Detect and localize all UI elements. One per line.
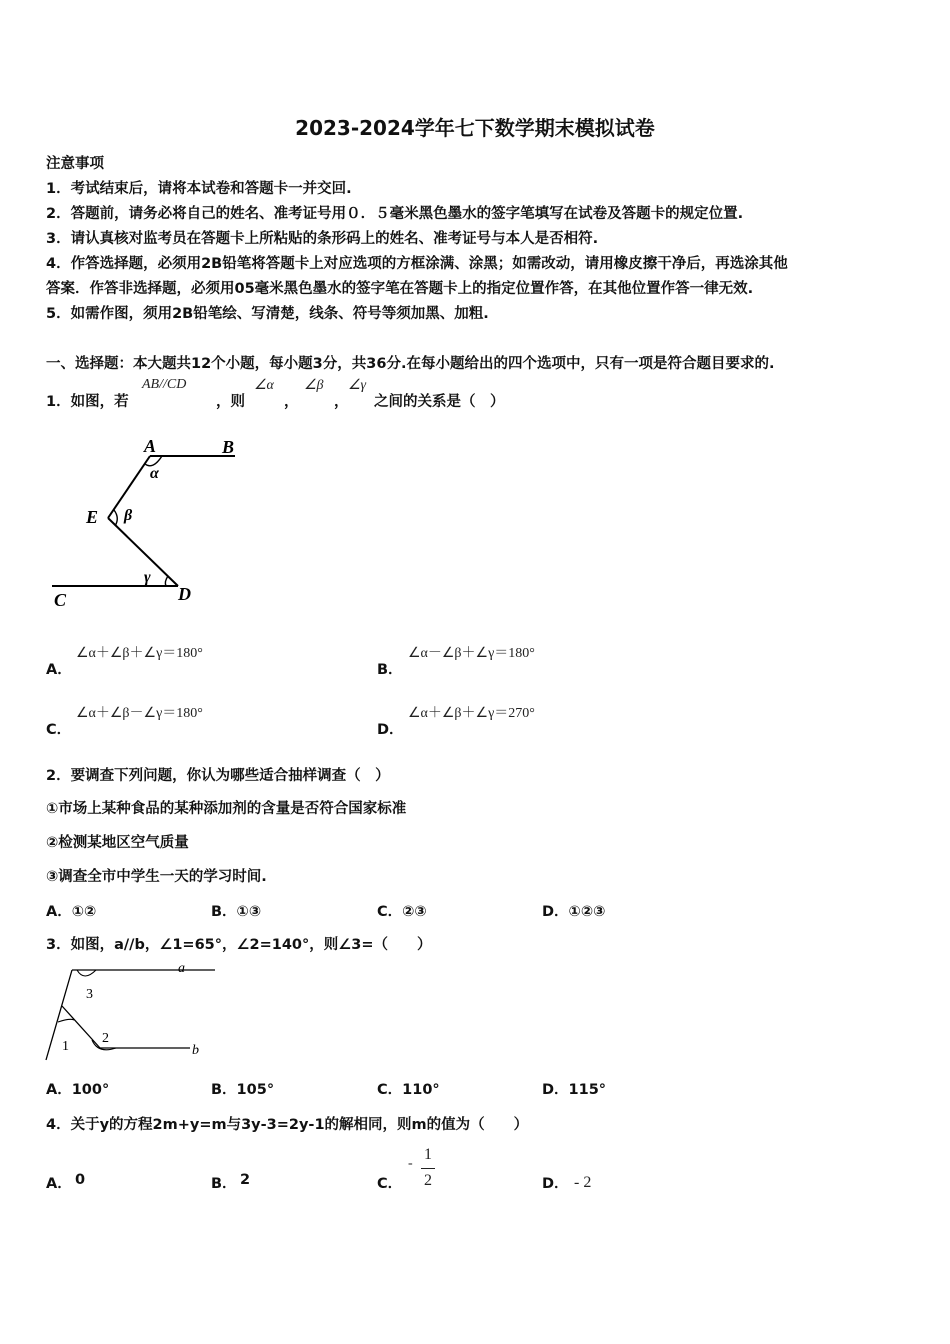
q4-stem: 4．关于y的方程2m+y=m与3y-3=2y-1的解相同，则m的值为（ ） [46,1117,529,1133]
q1-stem-then: ，则 [216,394,245,410]
q1-stem-suffix: 之间的关系是（ ） [374,394,505,410]
page-title: 2023-2024学年七下数学期末模拟试卷 [295,116,655,140]
q4-option-letter: D． [542,1176,569,1192]
notice-item: 4．作答选择题，必须用2B铅笔将答题卡上对应选项的方框涂满、涂黑；如需改动，请用橡皮擦干净后，再选涂其他 [46,256,788,272]
notice-item: 2．答题前，请务必将自己的姓名、准考证号用０．５毫米黑色墨水的签字笔填写在试卷及答题卡的规定位置. [46,206,744,222]
q3-figure [40,958,215,1066]
notice-item: 3．请认真核对监考员在答题卡上所粘贴的条形码上的姓名、准考证号与本人是否相符. [46,231,599,247]
q4-option-letter: A． [46,1176,72,1192]
q1-angle-alpha: ∠α [254,378,274,393]
q1-option-expr: ∠α－∠β＋∠γ＝180° [408,646,535,661]
q3-option: D．115° [542,1082,607,1098]
gamma-arc [165,576,168,586]
q2-item: ②检测某地区空气质量 [46,835,189,851]
notice-heading: 注意事项 [46,156,104,172]
notice-item: 答案．作答非选择题，必须用05毫米黑色墨水的签字笔在答题卡上的指定位置作答，在其他位置作答一律无效. [46,281,754,297]
label-e: E [86,507,99,527]
label-b: B [222,437,235,457]
fraction-bar [421,1168,435,1169]
angle3-arc [77,970,96,976]
q2-stem: 2．要调查下列问题，你认为哪些适合抽样调查（ ） [46,768,390,784]
q4-option-value: - 2 [574,1174,592,1191]
label-3: 3 [86,987,93,1002]
label-2: 2 [102,1031,109,1046]
q1-option-letter: D． [377,722,404,738]
q3-option: C．110° [377,1082,440,1098]
fraction-numerator: 1 [424,1146,432,1163]
q2-option: D．①②③ [542,904,606,920]
q4-option-value: 0 [75,1172,86,1188]
q1-sep: ， [284,394,299,410]
notice-item: 5．如需作图，须用2B铅笔绘、写清楚，线条、符号等须加黑、加粗. [46,306,489,322]
angle1-arc [58,1019,74,1022]
q4-option-letter: B． [211,1176,237,1192]
q2-option: C．②③ [377,904,427,920]
q2-option: A．①② [46,904,97,920]
q2-option: B．①③ [211,904,262,920]
q1-option-expr: ∠α＋∠β＋∠γ＝270° [408,706,535,721]
q2-item: ①市场上某种食品的某种添加剂的含量是否符合国家标准 [46,801,407,817]
label-beta: β [124,507,133,524]
q1-angle-beta: ∠β [304,378,324,393]
label-c: C [54,590,67,610]
q1-figure [40,420,240,620]
label-d: D [178,584,191,604]
q1-option-expr: ∠α＋∠β－∠γ＝180° [76,706,203,721]
fraction-denominator: 2 [424,1172,432,1189]
label-a: A [144,436,157,456]
label-b: b [192,1043,199,1058]
q4-option-letter: C． [377,1176,403,1192]
q1-sep: ， [334,394,349,410]
q3-option: A．100° [46,1082,110,1098]
q2-item: ③调查全市中学生一天的学习时间. [46,869,267,885]
q1-option-letter: B． [377,662,403,678]
label-a: a [178,961,185,976]
label-gamma: γ [144,569,151,586]
q4-option-value: 2 [240,1172,251,1188]
q3-option: B．105° [211,1082,275,1098]
q3-stem: 3．如图，a//b，∠1=65°，∠2=140°，则∠3=（ ） [46,937,432,953]
label-alpha: α [150,465,159,482]
fraction-sign: - [408,1156,413,1171]
label-1: 1 [62,1039,69,1054]
q1-stem-prefix: 1．如图，若 [46,394,129,410]
section-heading: 一、选择题：本大题共12个小题，每小题3分，共36分.在每小题给出的四个选项中，只有一项是符合题目要求的. [46,356,775,372]
q1-option-letter: A． [46,662,72,678]
q1-option-letter: C． [46,722,72,738]
q1-angle-gamma: ∠γ [348,378,367,393]
notice-item: 1．考试结束后，请将本试卷和答题卡一并交回. [46,181,352,197]
q1-condition: AB//CD [142,377,187,392]
q1-option-expr: ∠α＋∠β＋∠γ＝180° [76,646,203,661]
